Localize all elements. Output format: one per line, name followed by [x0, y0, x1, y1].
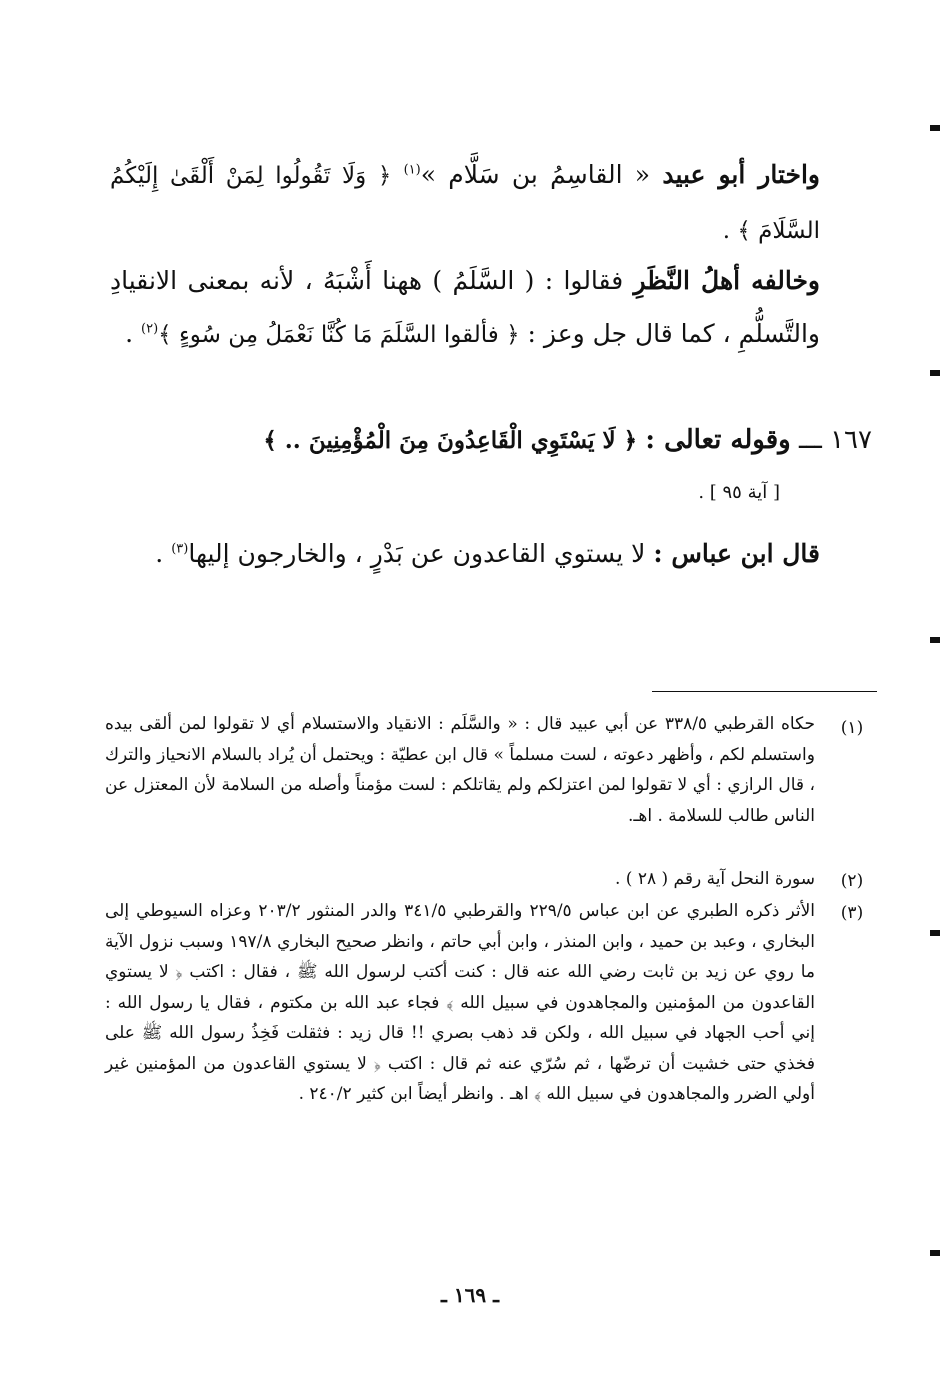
footnote-number: (٢) [840, 871, 864, 891]
paragraph-lead: واختار أبو عبيد [662, 160, 820, 189]
entry-number: ١٦٧ [830, 425, 872, 455]
footnote-ref-2: (٢) [141, 321, 159, 337]
footnote-ref-1: (١) [403, 162, 421, 178]
quran-quote: ﴿ وَلَا تَقُولُوا لِمَنْ أَلْقَىٰ إِلَيْكُمُ السَّلَامَ ﴾ . [110, 163, 820, 244]
margin-mark [930, 1250, 940, 1256]
verse-reference: [ آية ٩٥ ] . [698, 482, 780, 503]
footnote-number: (١) [840, 718, 864, 738]
quran-quote: ﴿ فألقوا السَّلَمَ مَا كُنَّا نَعْمَلُ مِن سُوءٍ ﴾ [158, 322, 520, 348]
verse-entry-167 [263, 420, 872, 461]
footnote-number: (٣) [840, 903, 864, 923]
paragraph-lead: وخالفه أهلُ النَّظَرِ [633, 266, 820, 295]
paragraph-lead: قال ابن عباس : [653, 539, 820, 568]
entry-dash: ـــ [798, 425, 822, 455]
paragraph-abu-ubayd [110, 148, 820, 258]
paragraph-text: فقالوا : ( السَّلَمُ ) ههنا أَشْبَهُ ، لأنه بمعنى الانقيادِ والتَّسلُّمِ ، كما قال جل وعز : [110, 266, 820, 348]
quran-quote: ﴿ لَا يَسْتَوِي الْقَاعِدُونَ مِنَ الْمُؤْمِنِينَ .. ﴾ [263, 427, 638, 454]
paragraph-text: لا يستوي القاعدون عن بَدْرٍ ، والخارجون إليها [188, 539, 646, 568]
footnote-separator [652, 691, 877, 692]
margin-mark [930, 370, 940, 376]
page-number: ـ ١٦٩ ـ [441, 1283, 499, 1307]
footnote-3: الأثر ذكره الطبري عن ابن عباس ٢٢٩/٥ والقرطبي ٣٤١/٥ والدر المنثور ٢٠٣/٢ وعزاه السيوطي إلى البخاري ، وعبد بن حميد ، وابن المنذر ، وابن أبي حاتم ، وانظر صحيح البخاري ١٩٧/٨ وسبب نزول الآية ما روي عن زيد بن ثابت رضي الله عنه قال : كنت أكتب لرسول الله ﷺ ، فقال : اكتب ﴿ لا يستوي القاعدون من المؤمنين والمجاهدون في سبيل الله ﴾ فجاء عبد الله بن مكتوم ، فقال يا رسول الله : إني أحب الجهاد في سبيل الله ، ولكن قد ذهب بصري !! قال زيد : فثقلت فَخِذُ رسول الله ﷺ على فخذي حتى خشيت أن ترضّها ، ثم سُرّي عنه ثم قال : اكتب ﴿ لا يستوي القاعدون من المؤمنين غير أولي الضرر والمجاهدون في سبيل الله ﴾ اهـ . وانظر أيضاً ابن كثير ٢٤٠/٢ . [105, 901, 815, 1104]
footnote-1: حكاه القرطبي ٣٣٨/٥ عن أبي عبيد قال : « والسَّلَم : الانقياد والاستسلام أي لا تقولوا لمن ألقى بيده واستسلم لكم ، وأظهر دعوته ، لست مسلماً » قال ابن عطيّة : ويحتمل أن يُراد بالسلام الانحياز والترك ، قال الرازي : أي لا تقولوا لمن اعتزلكم ولم يقاتلكم : لست مؤمناً وأصله من السلامة لأن المعتزل عن الناس طالب للسلامة . اهـ. [105, 714, 815, 826]
margin-mark [930, 637, 940, 643]
footnote-2: سورة النحل آية رقم ( ٢٨ ) . [614, 869, 815, 889]
paragraph-text: « القاسِمُ بن سَلَّام » [420, 160, 651, 189]
paragraph-ibn-abbas [110, 527, 820, 580]
entry-lead: وقوله تعالى : [645, 425, 791, 455]
paragraph-end: . [125, 319, 142, 348]
margin-mark [930, 930, 940, 936]
paragraph-ahl-al-nazar [110, 254, 820, 362]
footnote-ref-3: (٣) [171, 541, 189, 557]
margin-mark [930, 125, 940, 131]
paragraph-end: . [155, 539, 172, 568]
